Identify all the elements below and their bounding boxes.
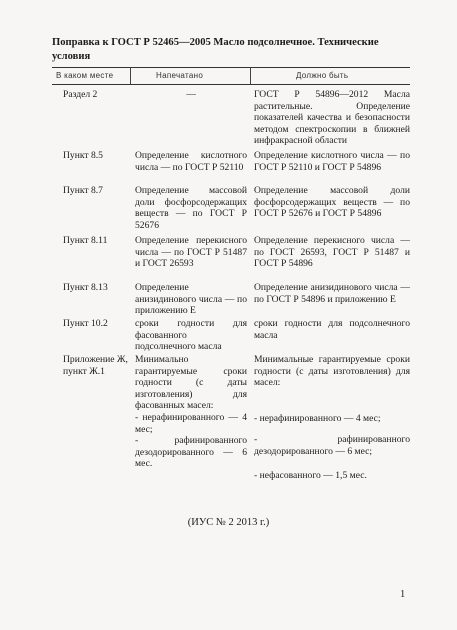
row-7-printed-intro: Минимально гарантируемые сроки годности (с даты изготовления) для фасованных масел:: [135, 354, 247, 412]
row-4-place: Пункт 8.11: [63, 235, 108, 246]
row-2-printed: Определение кислотного числа — по ГОСТ Р 52110: [135, 150, 247, 173]
row-2-place: Пункт 8.5: [63, 150, 103, 161]
header-divider-1: [130, 67, 131, 84]
row-1-place: Раздел 2: [63, 89, 98, 100]
row-2-should-be: Определение кислотного числа — по ГОСТ Р 52110 и ГОСТ Р 54896: [254, 150, 410, 173]
row-7-should-item-3: - нефасованного — 1,5 мес.: [254, 469, 367, 481]
row-7-place: Приложение Ж, пункт Ж.1: [63, 354, 128, 377]
row-4-should-be: Определение перекисного числа — по ГОСТ 26593, ГОСТ Р 51487 и ГОСТ Р 54896: [254, 235, 410, 270]
header-place: В каком месте: [56, 71, 114, 80]
row-7-printed-item-2: - рафинированного дезодорированного — 6 мес.: [135, 435, 247, 470]
header-should-be: Должно быть: [296, 71, 349, 80]
row-3-printed: Определение массовой доли фосфорсодержащих веществ — по ГОСТ Р 52676: [135, 185, 247, 231]
row-5-place: Пункт 8.13: [63, 282, 108, 293]
table-top-rule: [52, 67, 410, 68]
table-header-rule: [52, 84, 410, 85]
row-6-printed: сроки годности для фасованного подсолнечного масла: [135, 318, 247, 353]
row-3-place: Пункт 8.7: [63, 185, 103, 196]
header-divider-2: [250, 67, 251, 84]
page-title: Поправка к ГОСТ Р 52465—2005 Масло подсолнечное. Технические условия: [52, 37, 379, 62]
row-7-printed: [135, 354, 247, 470]
row-7-printed-item-1: - нерафинированного — 4 мес;: [135, 411, 247, 435]
row-5-printed: Определение анизидинового числа — по приложению Е: [135, 282, 247, 317]
row-6-should-be: сроки годности для подсолнечного масла: [254, 318, 410, 341]
row-1-should-be: ГОСТ Р 54896—2012 Масла растительные. Определение показателей качества и безопасности методом спектроскопии в ближней инфракрасной области: [254, 89, 410, 147]
row-5-should-be: Определение анизидинового числа — по ГОСТ Р 54896 и приложению Е: [254, 282, 410, 305]
row-4-printed: Определение перекисного числа — по ГОСТ Р 51487 и ГОСТ 26593: [135, 235, 247, 270]
row-6-place: Пункт 10.2: [63, 318, 108, 329]
row-7-should-be: [254, 354, 410, 481]
row-3-should-be: Определение массовой доли фосфорсодержащих веществ — по ГОСТ Р 52676 и ГОСТ Р 54896: [254, 185, 410, 220]
header-printed: Напечатано: [156, 71, 204, 80]
row-7-should-intro: Минимальные гарантируемые сроки годности (с даты изготовления) для масел:: [254, 354, 410, 389]
footer-note: (ИУС № 2 2013 г.): [187, 517, 270, 528]
page-number: 1: [400, 589, 406, 600]
row-7-should-item-2: - рафинированного дезодорированного — 6 мес;: [254, 434, 410, 457]
row-7-should-item-1: - нерафинированного — 4 мес;: [254, 412, 381, 424]
row-1-printed: —: [186, 89, 196, 100]
